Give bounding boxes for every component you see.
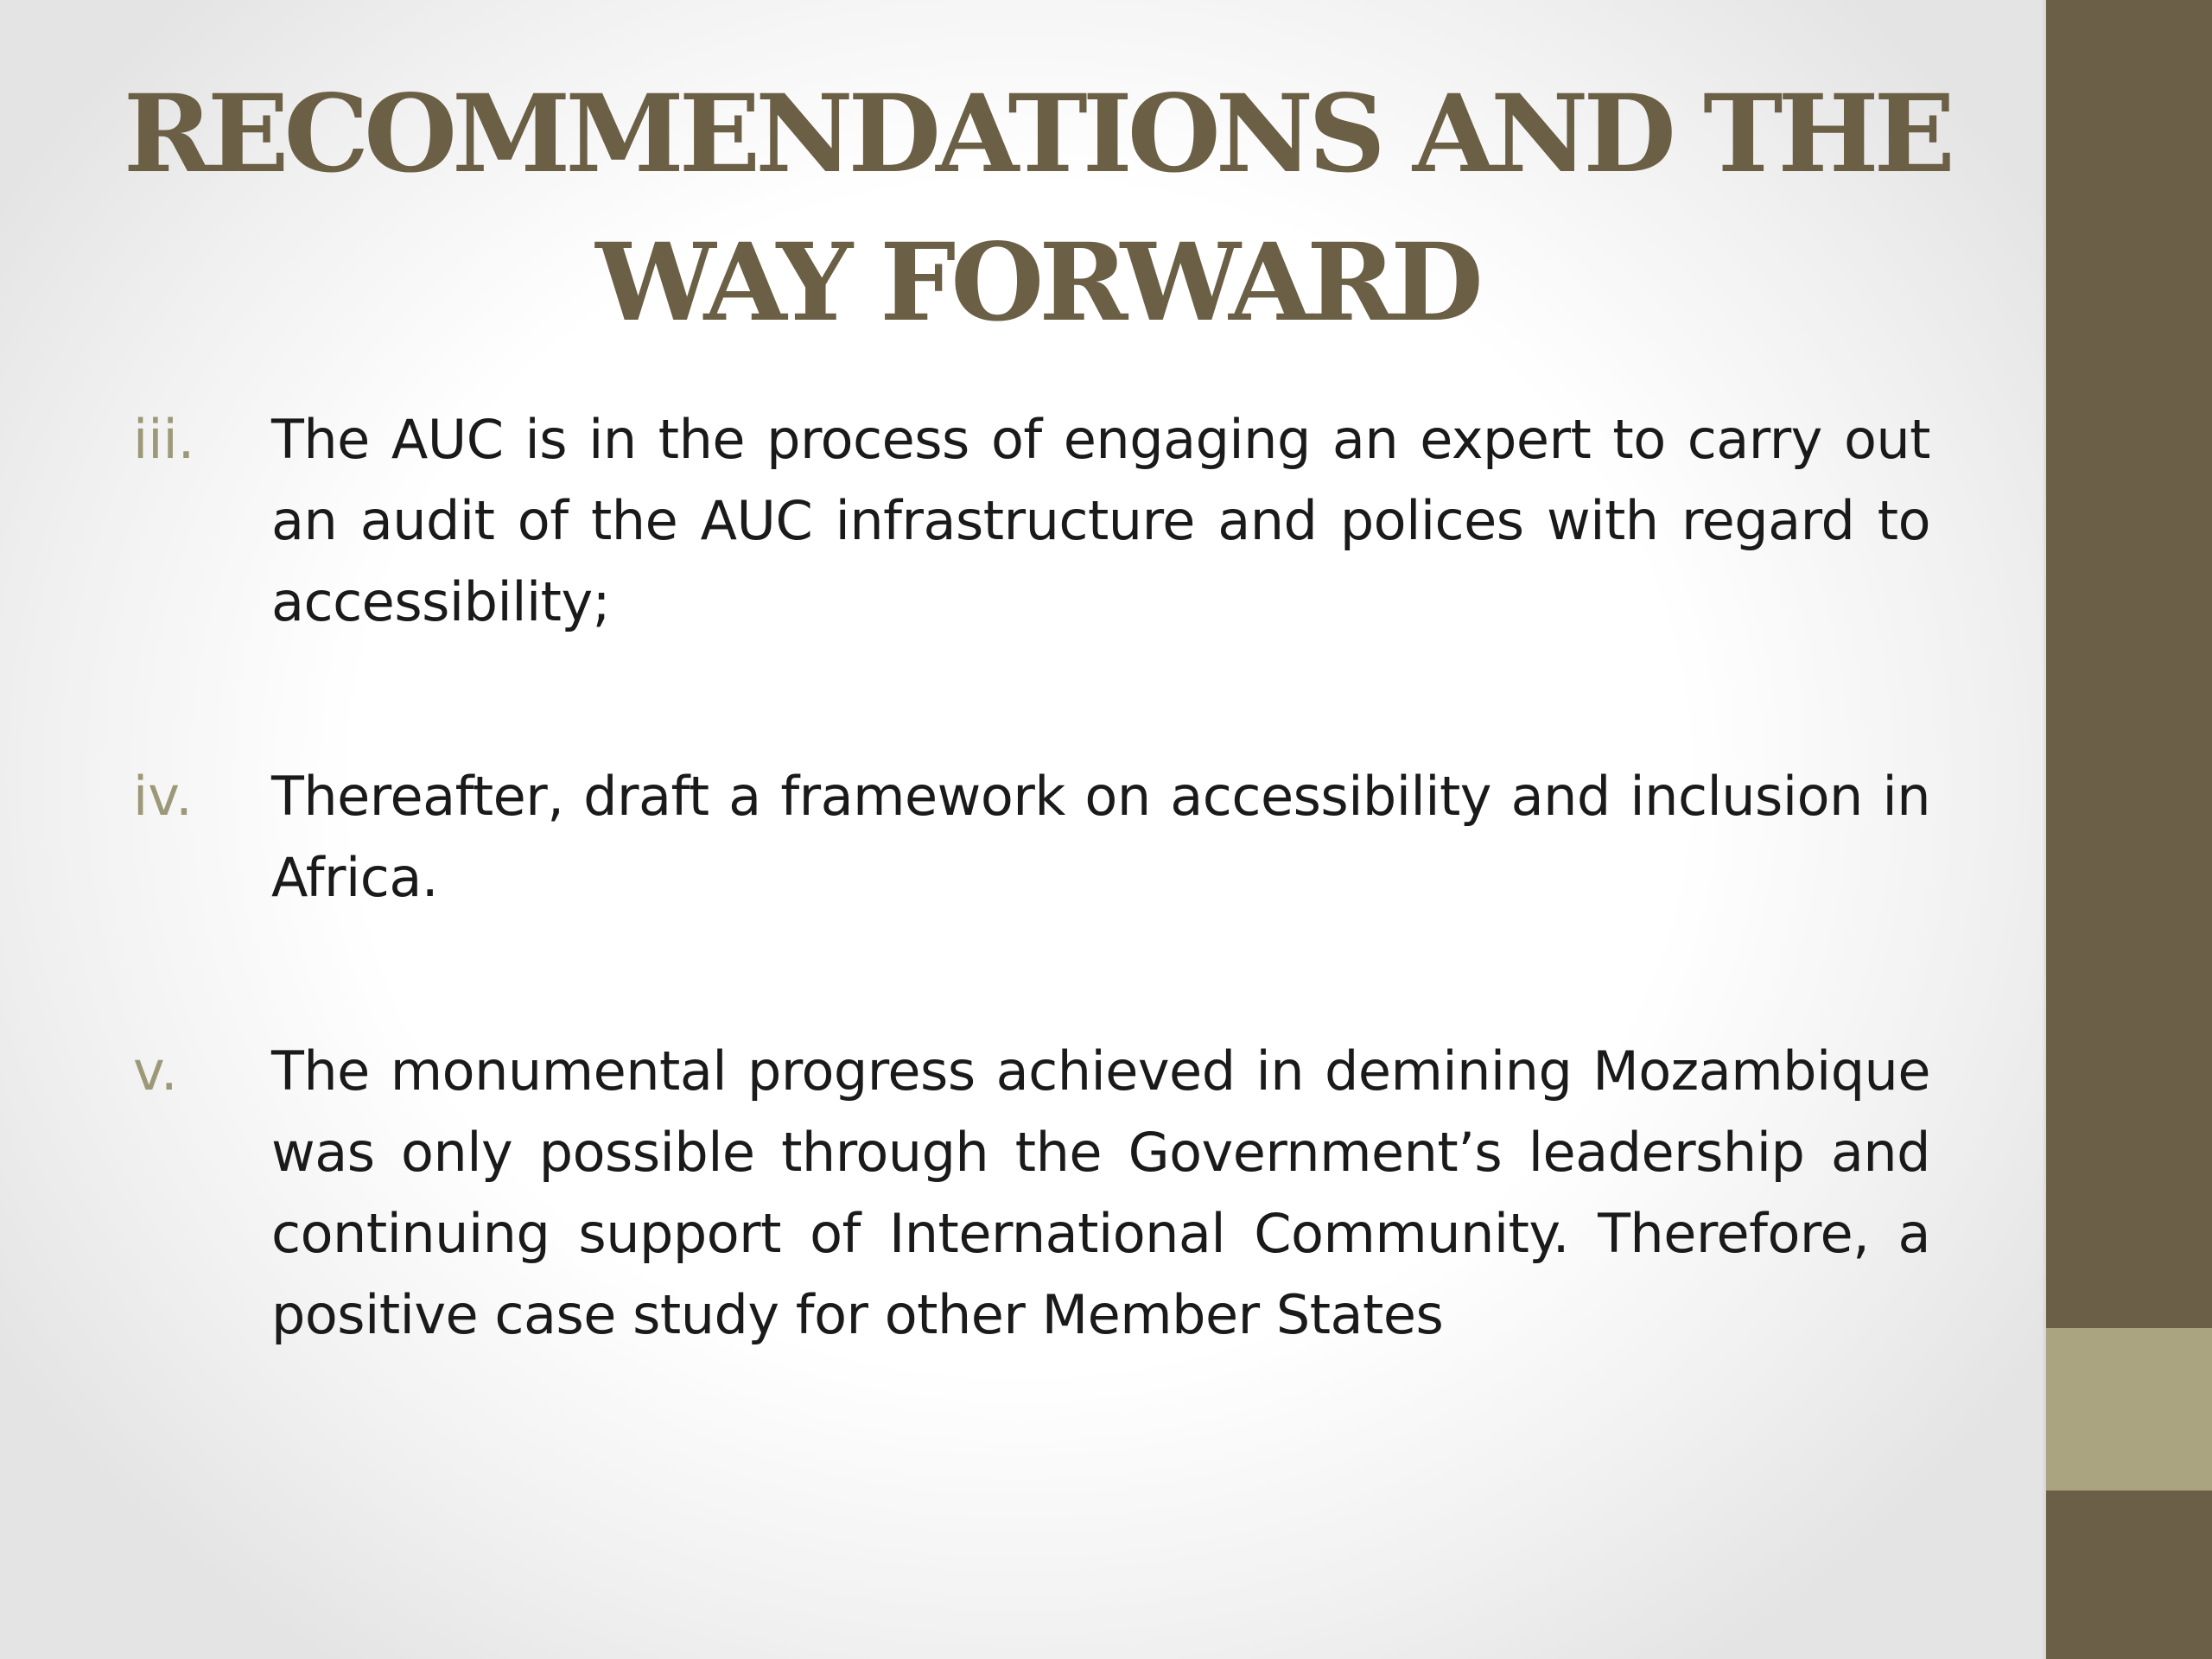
list-item-text: The AUC is in the process of engaging an expert to carry out an audit of the AUC infrastructure and polices with regard to accessibility; xyxy=(271,408,1930,633)
list-item-number: iii. xyxy=(133,408,195,471)
list-item-number: v. xyxy=(133,1039,178,1103)
list-item-number: iv. xyxy=(133,765,193,828)
sidebar-accent-band xyxy=(2046,1328,2212,1491)
list-item-text: Thereafter, draft a framework on accessibility and inclusion in Africa. xyxy=(271,765,1930,909)
slide-title xyxy=(104,60,1970,358)
title-line-2: WAY FORWARD xyxy=(595,220,1478,346)
list-item-text: The monumental progress achieved in demining Mozambique was only possible through the Government’s leadership and continuing support of International Community. Therefore, a positive case study for other Member States xyxy=(271,1039,1930,1346)
title-line-1: RECOMMENDATIONS AND THE xyxy=(123,72,1951,197)
